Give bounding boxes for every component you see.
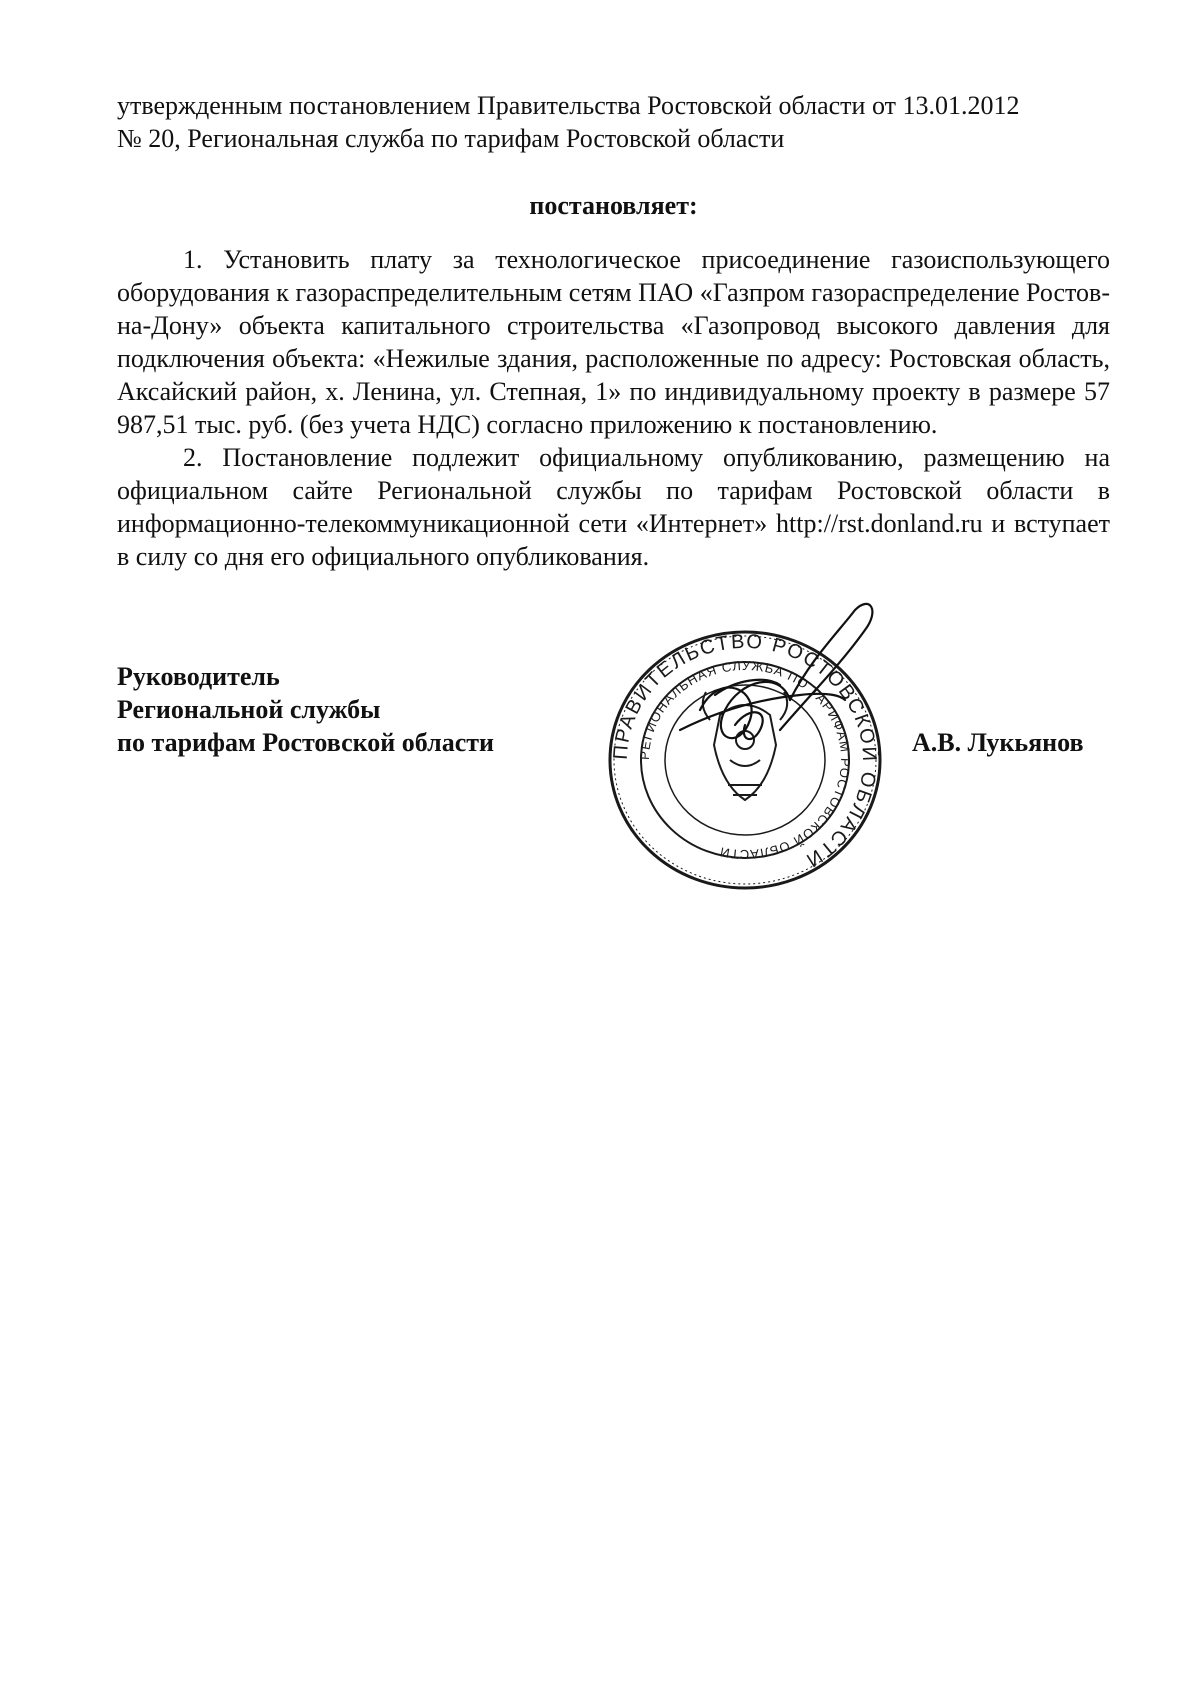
signer-title-line-2: Региональной службы	[117, 695, 381, 724]
signer-title-line-1: Руководитель	[117, 662, 280, 691]
decree-item-1: 1. Установить плату за технологическое присоединение газоиспользующего оборудования к газораспределительным сетям ПАО «Газпром газораспределение Ростов-на-Дону» объекта капитального строительства «Газопровод высокого давления для подключения объекта: «Нежилые здания, расположенные по адресу: Ростовская область, Аксайский район, х. Ленина, ул. Степная, 1» по индивидуальному проекту в размере 57 987,51 тыс. руб. (без учета НДС) согласно приложению к постановлению.	[117, 245, 1110, 439]
signer-name: А.В. Лукьянов	[912, 728, 1084, 757]
intro-paragraph	[117, 89, 1110, 155]
signature-graphic	[640, 600, 900, 800]
handwritten-signature	[640, 600, 900, 800]
decree-item-2: 2. Постановление подлежит официальному опубликованию, размещению на официальном сайте Региональной службы по тарифам Ростовской области в информационно-телекоммуникационной сети «Интернет» http://rst.donland.ru и вступает в силу со дня его официального опубликования.	[117, 443, 1110, 571]
stamp-outer-text: ПРАВИТЕЛЬСТВО РОСТОВСКОЙ ОБЛАСТИ	[609, 630, 881, 872]
decree-heading: постановляет:	[529, 191, 698, 220]
decree-items	[117, 243, 1110, 573]
signer-title	[117, 660, 494, 759]
intro-line-1: утвержденным постановлением Правительства Ростовской области от 13.01.2012	[117, 91, 1020, 120]
intro-line-2: № 20, Региональная служба по тарифам Ростовской области	[117, 124, 785, 153]
signer-title-line-3: по тарифам Ростовской области	[117, 728, 495, 757]
stamp-inner-text: РЕГИОНАЛЬНАЯ СЛУЖБА ПО ТАРИФАМ РОСТОВСКОЙ ОБЛАСТИ	[636, 657, 854, 863]
